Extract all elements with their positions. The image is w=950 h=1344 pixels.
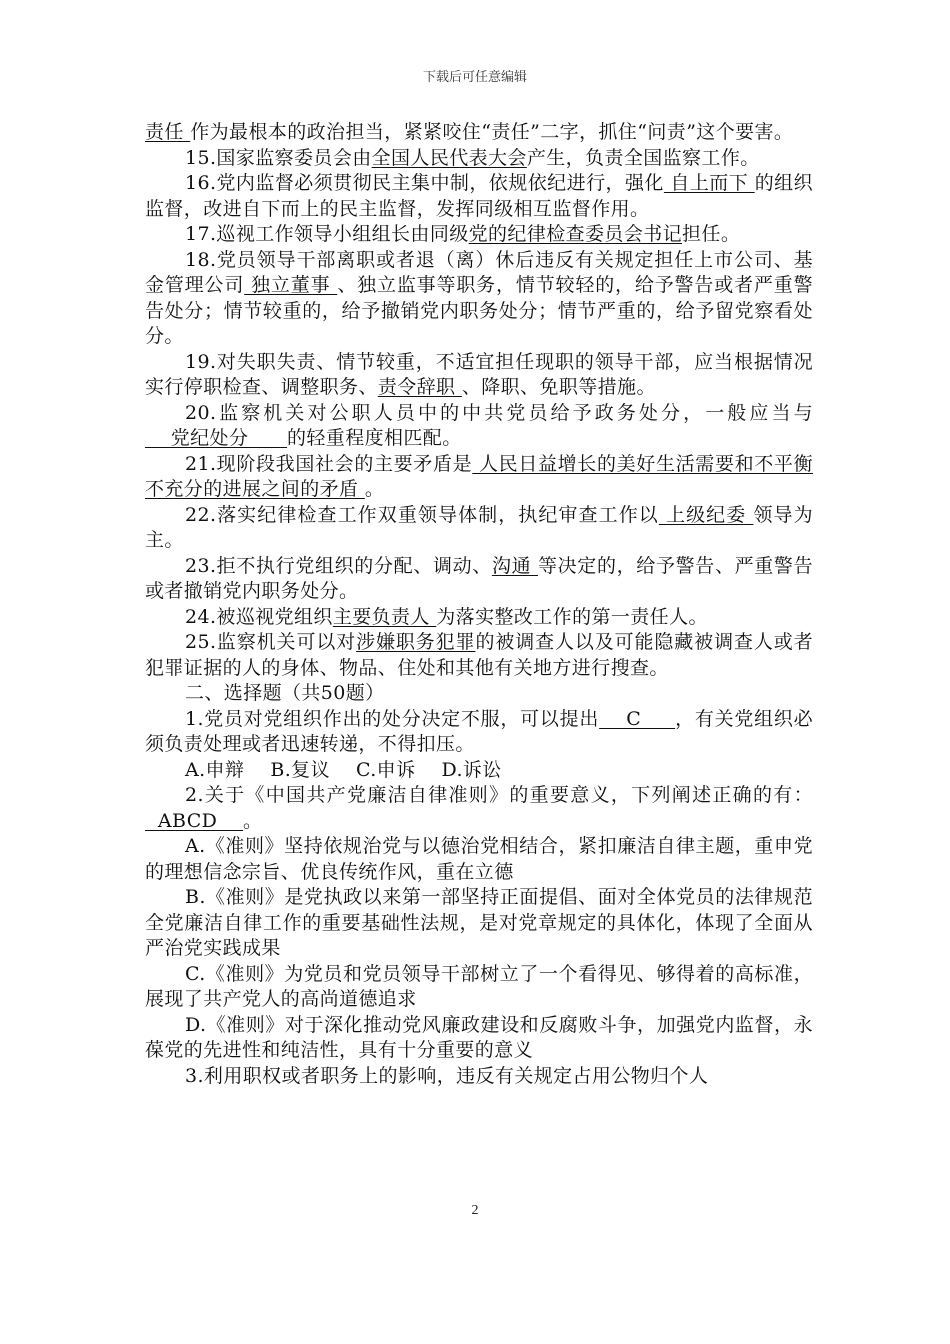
answer-blank: 独立董事: [244, 274, 338, 296]
question-16: 16.党内监督必须贯彻民主集中制，依规依纪进行，强化 自上而下 的组织监督，改进自下而上的民主监督，发挥同级相互监督作用。: [145, 172, 813, 220]
choice-option-2d: D.《准则》对于深化推动党风廉政建设和反腐败斗争，加强党内监督，永葆党的先进性和纯洁性，具有十分重要的意义: [145, 1013, 813, 1061]
answer-blank: 责令辞职: [377, 376, 462, 398]
question-17: 17.巡视工作领导小组组长由同级党的纪律检查委员会书记担任。: [185, 223, 741, 245]
section-heading: 二、选择题（共50题）: [185, 682, 385, 704]
question-15: 15.国家监察委员会由全国人民代表大会产生，负责全国监察工作。: [185, 146, 760, 169]
question-20: 20.监察机关对公职人员中的中共党员给予政务处分，一般应当与 党纪处分 的轻重程度相匹配。: [145, 401, 813, 449]
option-b: B.复议: [270, 758, 330, 781]
page-header: 下载后可任意编辑: [422, 70, 527, 85]
answer-blank: C: [599, 707, 676, 730]
answer-blank: 责任: [145, 121, 191, 143]
choice-question-1: 1.党员对党组织作出的处分决定不服，可以提出 C ，有关党组织必须负责处理或者迅速转递，不得扣压。: [145, 707, 813, 755]
choice-option-2c: C.《准则》为党员和党员领导干部树立了一个看得见、够得着的高标准，展现了共产党人的高尚道德追求: [145, 962, 813, 1010]
question-21: 21.现阶段我国社会的主要矛盾是 人民日益增长的美好生活需要和不平衡不充分的进展之间的矛盾 。: [145, 452, 813, 500]
choice-question-2: 2.关于《中国共产党廉洁自律准则》的重要意义，下列阐述正确的有： ABCD 。: [145, 784, 813, 832]
question-25: 25.监察机关可以对涉嫌职务犯罪的被调查人以及可能隐藏被调查人或者犯罪证据的人的身体、物品、住处和其他有关地方进行搜查。: [145, 631, 814, 679]
choice-question-3: 3.利用职权或者职务上的影响，违反有关规定占用公物归个人: [185, 1064, 709, 1087]
answer-blank: 党纪处分: [145, 427, 287, 449]
question-24: 24.被巡视党组织主要负责人 为落实整改工作的第一责任人。: [185, 605, 708, 628]
page-number: 2: [471, 1203, 479, 1218]
document-body: [145, 120, 813, 1089]
answer-blank: ABCD: [145, 809, 244, 832]
question-18: 18.党员领导干部离职或者退（离）休后违反有关规定担任上市公司、基金管理公司 独立董事 、独立监事等职务，情节较轻的，给予警告或者严重警告处分；情节较重的，给予撤销党内职务处分；情节严重的，给予留党察看处分。: [145, 248, 813, 347]
question-22: 22.落实纪律检查工作双重领导体制，执纪审查工作以 上级纪委 领导为主。: [145, 503, 813, 551]
question-23: 23.拒不执行党组织的分配、调动、沟通 等决定的，给予警告、严重警告或者撤销党内职务处分。: [145, 554, 813, 602]
answer-blank: 全国人民代表大会: [371, 146, 527, 169]
answer-blank: 党的纪律检查委员会书记: [468, 223, 683, 245]
answer-blank: 沟通: [491, 554, 538, 577]
answer-blank: 自上而下: [663, 172, 755, 194]
choice-option-2a: A.《准则》坚持依规治党与以德治党相结合，紧扣廉洁自律主题，重申党的理想信念宗旨、优良传统作风，重在立德: [145, 835, 813, 883]
option-c: C.申诉: [355, 758, 416, 781]
option-d: D.诉讼: [441, 758, 502, 781]
choice-option-2b: B.《准则》是党执政以来第一部坚持正面提倡、面对全体党员的法律规范全党廉洁自律工作的重要基础性法规，是对党章规定的具体化，体现了全面从严治党实践成果: [145, 886, 813, 959]
answer-blank: 主要负责人: [332, 605, 437, 628]
answer-blank: 人民日益增长的美好生活需要和不平衡不充分的进展之间的矛盾: [145, 452, 813, 500]
choice-options-1: [145, 758, 813, 784]
question-19: 19.对失职失责、情节较重，不适宜担任现职的领导干部，应当根据情况实行停职检查、调整职务、责令辞职 、降职、免职等措施。: [145, 350, 813, 398]
answer-blank: 上级纪委: [658, 503, 754, 526]
option-a: A.申辩: [185, 758, 245, 781]
answer-blank: 涉嫌职务犯罪: [356, 631, 476, 653]
paragraph-14-continued: 责任 作为最根本的政治担当，紧紧咬住“责任”二字，抓住“问责”这个要害。: [145, 121, 794, 143]
